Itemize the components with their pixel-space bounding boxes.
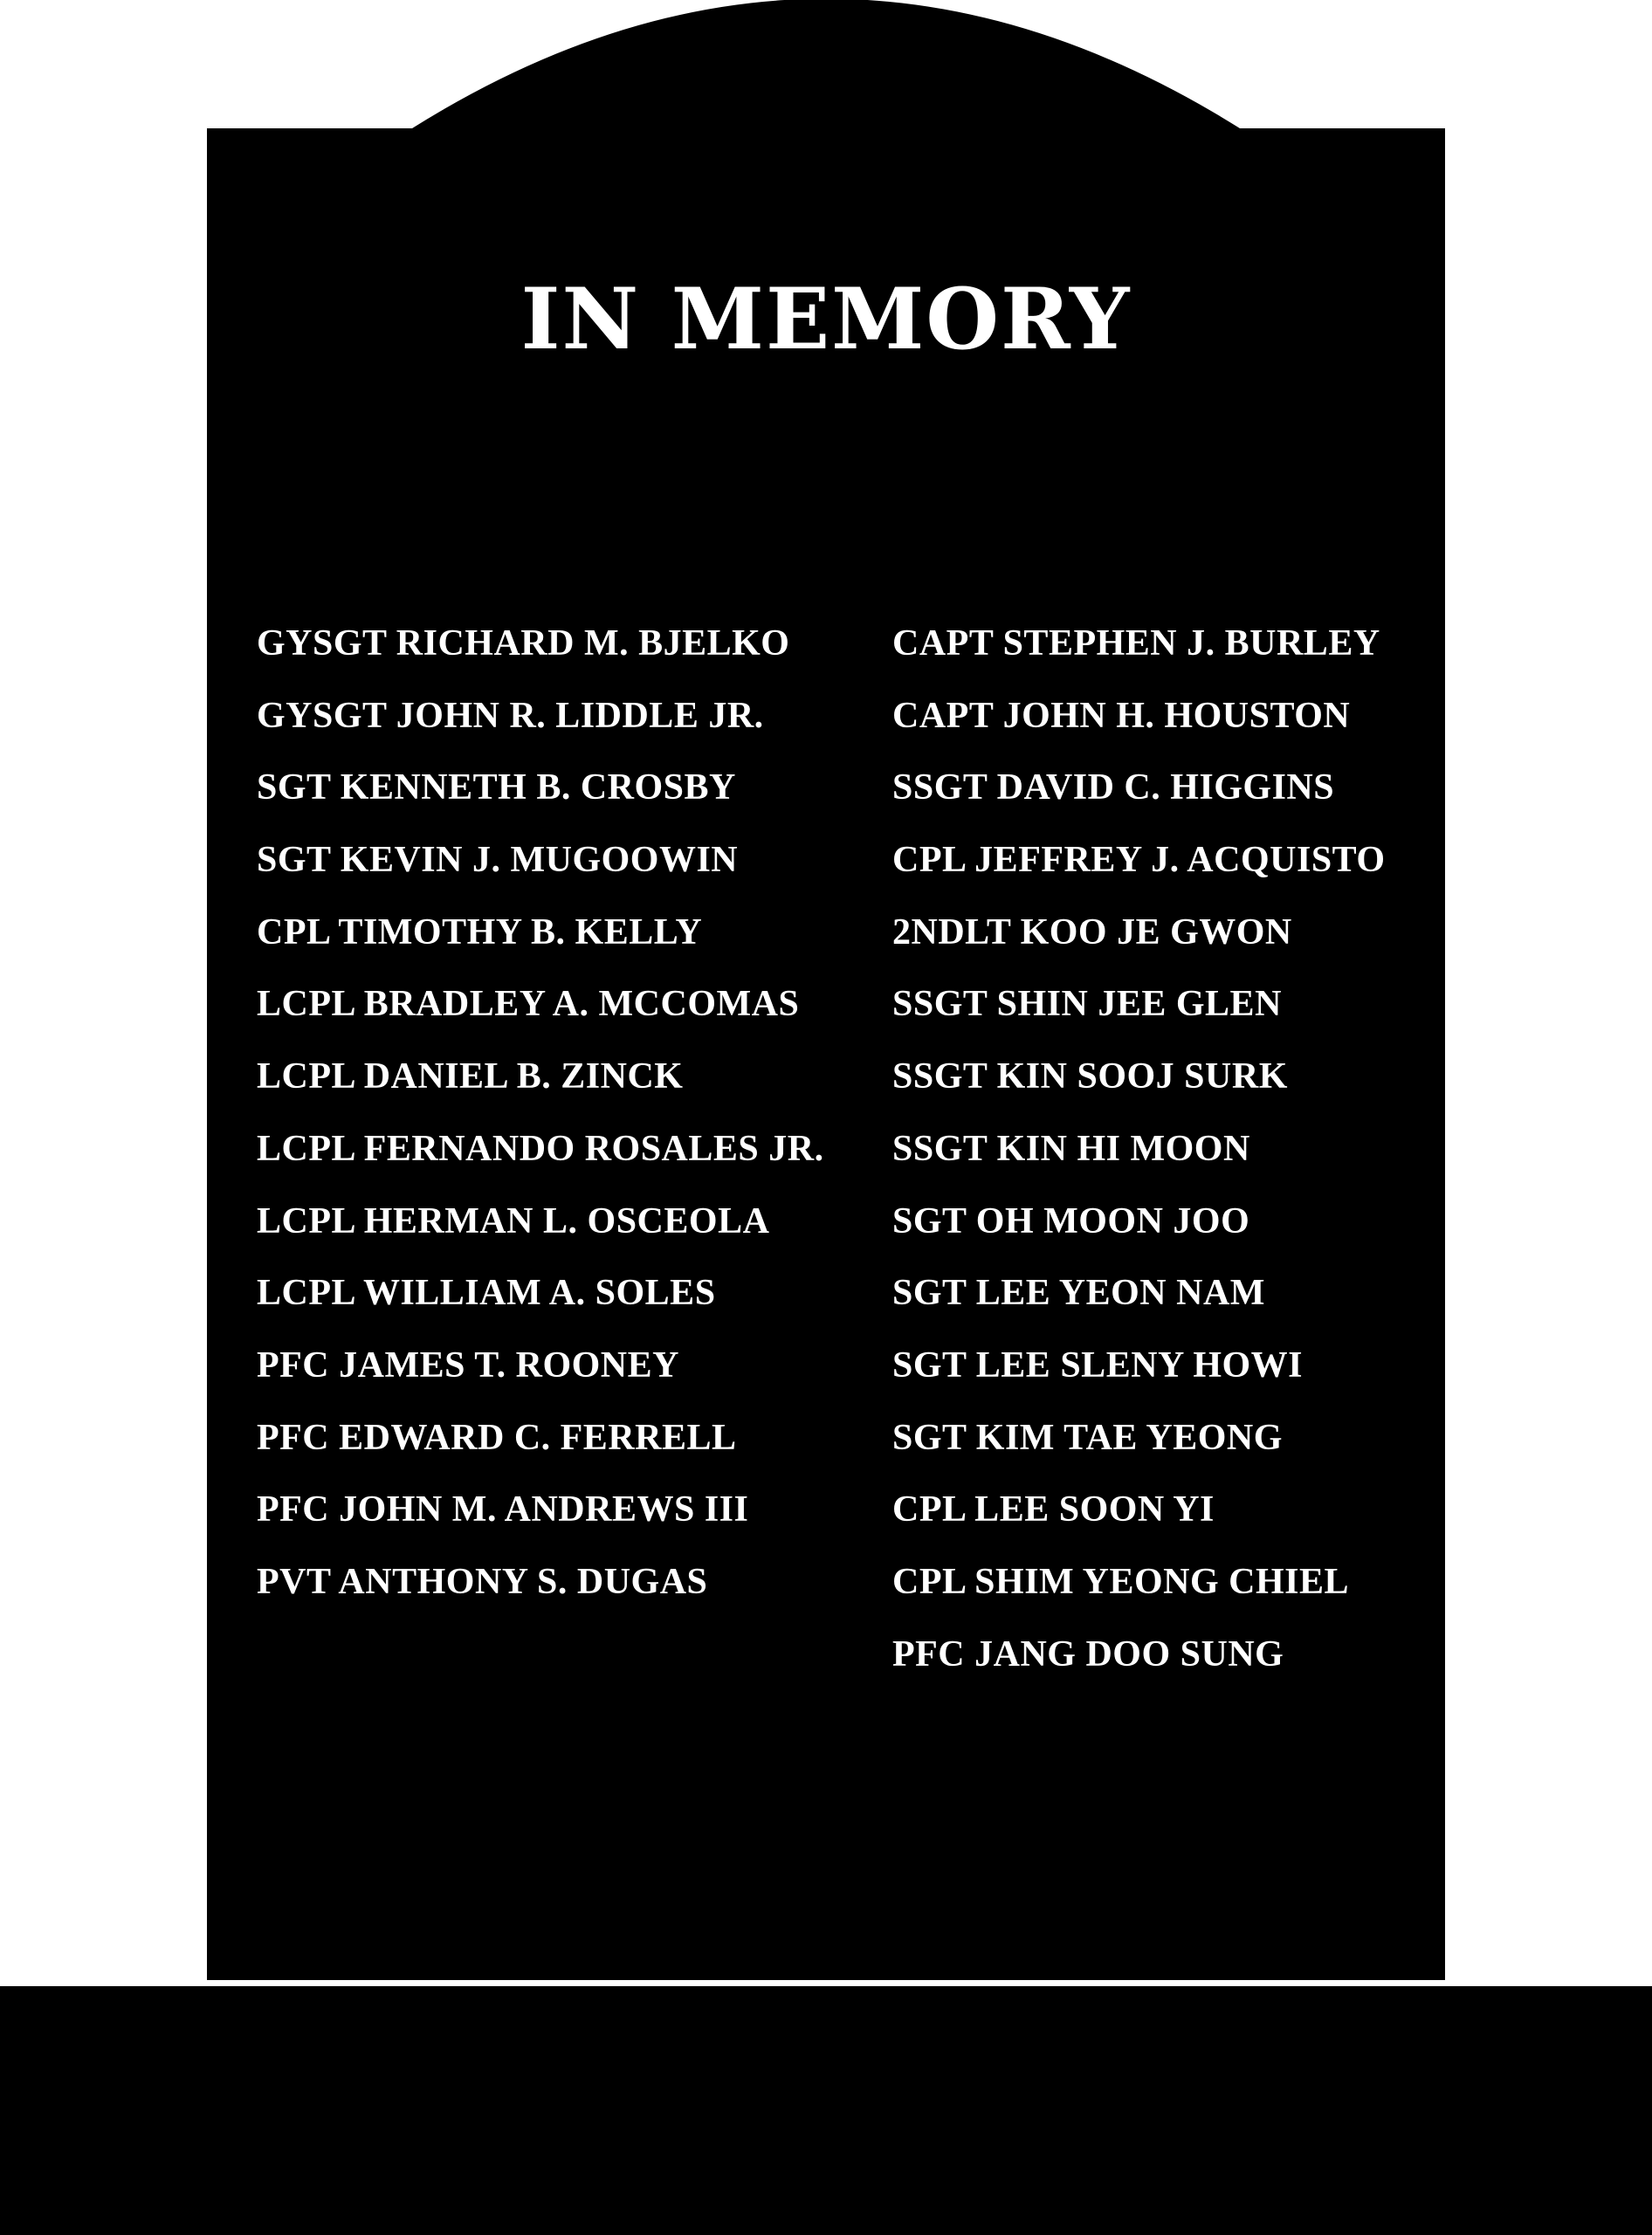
memorial-name: SSGT KIN HI MOON	[892, 1128, 1250, 1169]
memorial-name: SSGT DAVID C. HIGGINS	[892, 767, 1335, 808]
memorial-name: CAPT JOHN H. HOUSTON	[892, 695, 1351, 736]
memorial-name: CAPT STEPHEN J. BURLEY	[892, 623, 1380, 664]
memorial-name: SSGT SHIN JEE GLEN	[892, 984, 1282, 1025]
memorial-name: PFC JAMES T. ROONEY	[257, 1344, 679, 1386]
memorial-name: 2NDLT KOO JE GWON	[892, 911, 1292, 952]
memorial-name: CPL LEE SOON YI	[892, 1489, 1215, 1530]
memorial-name: PVT ANTHONY S. DUGAS	[257, 1561, 708, 1602]
memorial-title: IN MEMORY	[520, 270, 1132, 368]
memorial-name: CPL JEFFREY J. ACQUISTO	[892, 840, 1386, 881]
names-left-column	[257, 616, 824, 1627]
memorial-name: SSGT KIN SOOJ SURK	[892, 1056, 1288, 1097]
memorial-name: LCPL DANIEL B. ZINCK	[257, 1056, 684, 1097]
names-right-column	[892, 616, 1386, 1699]
memorial-name: SGT KEVIN J. MUGOOWIN	[257, 840, 739, 881]
memorial-name: SGT OH MOON JOO	[892, 1200, 1250, 1241]
memorial-name: PFC JANG DOO SUNG	[892, 1633, 1284, 1675]
memorial-name: LCPL WILLIAM A. SOLES	[257, 1273, 716, 1314]
memorial-name: LCPL BRADLEY A. MCCOMAS	[257, 984, 800, 1025]
memorial-name: LCPL FERNANDO ROSALES JR.	[257, 1128, 824, 1169]
memorial-name: SGT KENNETH B. CROSBY	[257, 767, 736, 808]
memorial-name: SGT LEE YEON NAM	[892, 1273, 1265, 1314]
stone-base	[0, 1986, 1652, 2235]
memorial-name: PFC JOHN M. ANDREWS III	[257, 1489, 749, 1530]
memorial-name: PFC EDWARD C. FERRELL	[257, 1417, 737, 1458]
memorial-name: LCPL HERMAN L. OSCEOLA	[257, 1200, 770, 1241]
memorial-name: SGT KIM TAE YEONG	[892, 1417, 1283, 1458]
memorial-name: GYSGT RICHARD M. BJELKO	[257, 623, 790, 664]
memorial-name: GYSGT JOHN R. LIDDLE JR.	[257, 695, 764, 736]
memorial-name: CPL TIMOTHY B. KELLY	[257, 911, 703, 952]
memorial-name: SGT LEE SLENY HOWI	[892, 1344, 1303, 1386]
memorial-name: CPL SHIM YEONG CHIEL	[892, 1561, 1350, 1602]
